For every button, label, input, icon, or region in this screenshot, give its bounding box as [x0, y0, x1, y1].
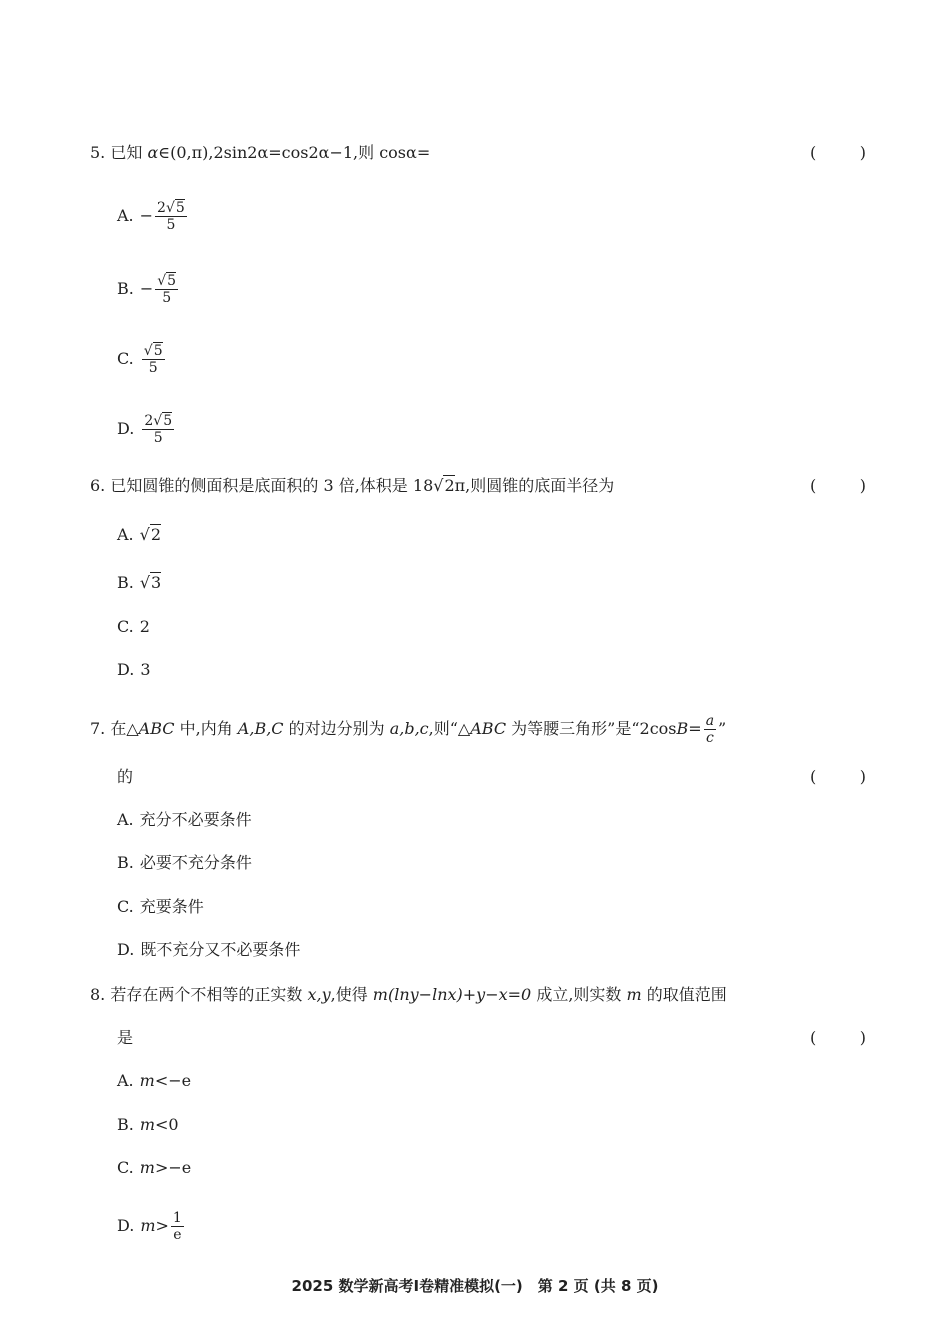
option-6b — [117, 573, 161, 593]
paren-open: ( — [810, 767, 817, 786]
stem-var: m — [626, 985, 642, 1004]
option-7c — [117, 897, 204, 917]
option-6d — [117, 660, 151, 680]
option-text: 2 — [139, 617, 150, 636]
stem-text: 成立,则实数 — [531, 985, 627, 1004]
fraction: $\frac{2√5}{5}$ — [144, 413, 173, 446]
option-5d — [117, 413, 176, 446]
radicand: 5 — [167, 273, 177, 289]
answer-paren — [810, 476, 866, 495]
option-7b — [117, 853, 252, 873]
option-label: D. — [117, 660, 135, 679]
option-label: A. — [117, 525, 134, 544]
stem-text: 已知 — [110, 143, 148, 162]
paren-open: ( — [810, 476, 817, 495]
option-8b — [117, 1115, 179, 1135]
option-7d — [117, 940, 300, 960]
option-text: 充分不必要条件 — [139, 810, 252, 829]
stem-text: π,则圆锥的底面半径为 — [454, 476, 615, 495]
denominator: 5 — [153, 430, 163, 446]
stem-text: ” — [718, 719, 727, 738]
stem-var: ABC — [138, 719, 175, 738]
option-sign: − — [139, 279, 154, 298]
stem-var: α — [147, 143, 159, 162]
option-5c — [117, 343, 167, 376]
option-label: B. — [117, 853, 134, 872]
stem-var: B — [676, 719, 689, 738]
option-text: <0 — [155, 1115, 179, 1134]
stem-var: x,y — [307, 985, 331, 1004]
option-label: C. — [117, 617, 134, 636]
question-5-stem — [90, 143, 430, 163]
option-5a — [117, 200, 189, 233]
radicand: 2 — [444, 476, 455, 495]
stem-expression: m(lny−lnx)+y−x=0 — [372, 985, 532, 1004]
radicand: 5 — [153, 343, 163, 359]
option-8a — [117, 1071, 191, 1091]
option-text: 必要不充分条件 — [139, 853, 252, 872]
option-label: C. — [117, 897, 134, 916]
option-label: A. — [117, 206, 134, 225]
denominator: 5 — [166, 217, 176, 233]
option-label: D. — [117, 1216, 135, 1235]
option-label: A. — [117, 810, 134, 829]
stem-text: 在△ — [110, 719, 139, 738]
denominator: 5 — [162, 290, 172, 306]
paren-close: ) — [859, 476, 866, 495]
option-label: D. — [117, 419, 135, 438]
option-label: B. — [117, 573, 134, 592]
fraction — [171, 1210, 184, 1243]
option-text: 3 — [140, 660, 151, 679]
option-8c — [117, 1158, 191, 1178]
option-6c — [117, 617, 150, 637]
page-footer: 2025 数学新高考Ⅰ卷精准模拟(一) 第 2 页 (共 8 页) — [291, 1277, 659, 1295]
sqrt-sign: √ — [139, 573, 151, 592]
coef: 2 — [144, 413, 154, 429]
option-5b — [117, 273, 180, 306]
denominator: c — [705, 730, 714, 746]
option-label: C. — [117, 349, 134, 368]
stem-text: 的取值范围 — [641, 985, 727, 1004]
radicand: 3 — [151, 573, 162, 592]
paren-open: ( — [810, 1028, 817, 1047]
stem-text: = — [688, 719, 702, 738]
question-number: 6. — [90, 476, 106, 495]
option-text: >−e — [154, 1158, 192, 1177]
stem-text: ,则“△ — [428, 719, 471, 738]
stem-var: a,b,c — [389, 719, 429, 738]
fraction: $\frac{√5}{5}$ — [157, 273, 177, 306]
option-label: D. — [117, 940, 135, 959]
coef: 2 — [157, 200, 166, 216]
radicand: 2 — [150, 525, 162, 544]
paren-open: ( — [810, 143, 817, 162]
stem-text: 的对边分别为 — [283, 719, 390, 738]
option-label: B. — [117, 1115, 134, 1134]
fraction: $\frac{2√5}{5}$ — [157, 200, 185, 233]
radicand: 5 — [175, 200, 185, 216]
stem-text: ,使得 — [330, 985, 373, 1004]
fraction: $\frac{√5}{5}$ — [143, 343, 163, 376]
question-8-continuation: 是 — [117, 1028, 134, 1047]
option-label: A. — [117, 1071, 134, 1090]
stem-var: A,B,C — [237, 719, 284, 738]
sqrt-sign: √ — [139, 525, 150, 544]
option-label: C. — [117, 1158, 134, 1177]
option-8d — [117, 1210, 186, 1243]
paren-close: ) — [859, 1028, 866, 1047]
option-var: m — [139, 1158, 155, 1177]
question-number: 8. — [90, 985, 106, 1004]
question-number: 5. — [90, 143, 106, 162]
option-var: m — [140, 1216, 156, 1235]
option-text: <−e — [154, 1071, 192, 1090]
paren-close: ) — [859, 767, 866, 786]
denominator: 5 — [148, 360, 158, 376]
stem-text: 若存在两个不相等的正实数 — [110, 985, 308, 1004]
answer-paren — [810, 143, 866, 162]
option-7a — [117, 810, 252, 830]
question-number: 7. — [90, 719, 106, 738]
stem-text: 为等腰三角形”是“2cos — [506, 719, 677, 738]
option-text: 充要条件 — [139, 897, 204, 916]
answer-paren — [810, 1028, 866, 1047]
fraction — [704, 713, 716, 746]
stem-var: ABC — [470, 719, 507, 738]
option-label: B. — [117, 279, 134, 298]
question-8-stem — [90, 985, 727, 1005]
answer-paren — [810, 767, 866, 786]
radicand: 5 — [163, 413, 173, 429]
option-var: m — [139, 1071, 155, 1090]
stem-text: 已知圆锥的侧面积是底面积的 3 倍,体积是 18 — [110, 476, 434, 495]
question-7-continuation: 的 — [117, 767, 134, 786]
stem-text: 中,内角 — [174, 719, 238, 738]
question-7-stem — [90, 713, 726, 746]
option-6a — [117, 525, 161, 545]
denominator: e — [173, 1227, 182, 1243]
option-text: 既不充分又不必要条件 — [140, 940, 301, 959]
stem-text: ∈(0,π),2sin2α=cos2α−1,则 cosα= — [158, 143, 431, 162]
numerator: a — [705, 713, 715, 729]
paren-close: ) — [859, 143, 866, 162]
option-sign: − — [139, 206, 154, 225]
option-var: m — [139, 1115, 156, 1134]
question-6-stem: 6. 已知圆锥的侧面积是底面积的 3 倍,体积是 18√2π,则圆锥的底面半径为 — [90, 476, 615, 495]
numerator: 1 — [172, 1210, 182, 1226]
option-text: > — [155, 1216, 169, 1235]
